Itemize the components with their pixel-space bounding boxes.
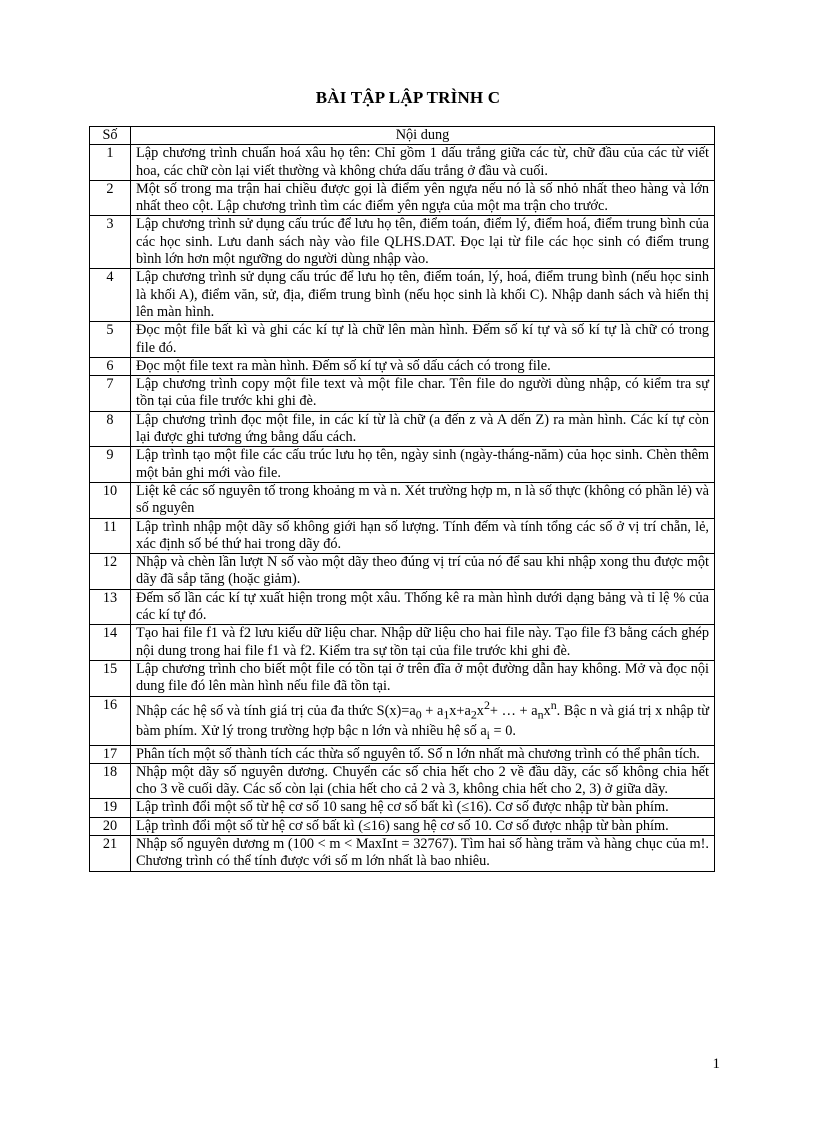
row-number: 21 bbox=[90, 836, 131, 872]
row-number: 19 bbox=[90, 799, 131, 817]
table-header-row bbox=[90, 127, 715, 145]
row-content: Lập chương trình chuẩn hoá xâu họ tên: Chỉ gồm 1 dấu trắng giữa các từ, chữ đầu của các từ viết hoa, các chữ còn lại viết thường và không chứa dấu trắng ở đầu và cuối. bbox=[131, 145, 715, 181]
row-content: Lập trình đổi một số từ hệ cơ số bất kì (≤16) sang hệ cơ số 10. Cơ số được nhập từ bàn phím. bbox=[131, 817, 715, 835]
table-row bbox=[90, 660, 715, 696]
row-content: Tạo hai file f1 và f2 lưu kiểu dữ liệu char. Nhập dữ liệu cho hai file này. Tạo file f3 bằng cách ghép nội dung trong hai file f1 và f2. Kiểm tra sự tồn tại của file trước khi ghi đè. bbox=[131, 625, 715, 661]
row-number: 14 bbox=[90, 625, 131, 661]
row-content: Lập chương trình đọc một file, in các kí từ là chữ (a đến z và A dến Z) ra màn hình. Các kí tự còn lại được ghi tương ứng bằng dấu cách. bbox=[131, 411, 715, 447]
table-row bbox=[90, 554, 715, 590]
row-number: 12 bbox=[90, 554, 131, 590]
row-content: Liệt kê các số nguyên tố trong khoảng m và n. Xét trường hợp m, n là số thực (không có phần lẻ) và số nguyên bbox=[131, 482, 715, 518]
row-number: 7 bbox=[90, 376, 131, 412]
table-row bbox=[90, 763, 715, 799]
row-number: 2 bbox=[90, 180, 131, 216]
row-number: 17 bbox=[90, 745, 131, 763]
row-number: 9 bbox=[90, 447, 131, 483]
row-number: 20 bbox=[90, 817, 131, 835]
row-content: Lập trình đổi một số từ hệ cơ số 10 sang hệ cơ số bất kì (≤16). Cơ số được nhập từ bàn phím. bbox=[131, 799, 715, 817]
page-title: BÀI TẬP LẬP TRÌNH C bbox=[315, 88, 501, 107]
row-content: Lập chương trình cho biết một file có tồn tại ở trên đĩa ở một đường dẫn hay không. Mở và đọc nội dung file đó lên màn hình nếu file đã tồn tại. bbox=[131, 660, 715, 696]
table-row bbox=[90, 745, 715, 763]
row-number: 13 bbox=[90, 589, 131, 625]
row-number: 18 bbox=[90, 763, 131, 799]
row-number: 8 bbox=[90, 411, 131, 447]
table-row bbox=[90, 589, 715, 625]
page-number: 1 bbox=[712, 1056, 720, 1072]
row-content: Nhập số nguyên dương m (100 < m < MaxInt = 32767). Tìm hai số hàng trăm và hàng chục của m!. Chương trình có thể tính được với số m lớn nhất là bao nhiêu. bbox=[131, 836, 715, 872]
row-number: 10 bbox=[90, 482, 131, 518]
table-row bbox=[90, 696, 715, 745]
table-row bbox=[90, 482, 715, 518]
row-number: 11 bbox=[90, 518, 131, 554]
table-row bbox=[90, 180, 715, 216]
row-number: 3 bbox=[90, 216, 131, 269]
row-content: Lập trình tạo một file các cấu trúc lưu họ tên, ngày sinh (ngày-tháng-năm) của học sinh. Chèn thêm một bản ghi mới vào file. bbox=[131, 447, 715, 483]
table-body bbox=[90, 145, 715, 871]
table-row bbox=[90, 518, 715, 554]
table-row bbox=[90, 799, 715, 817]
table-row bbox=[90, 216, 715, 269]
exercise-table bbox=[89, 126, 715, 872]
row-number: 4 bbox=[90, 269, 131, 322]
row-number: 6 bbox=[90, 357, 131, 375]
row-content: Lập chương trình sử dụng cấu trúc để lưu họ tên, điểm toán, điểm lý, điểm hoá, điểm trung bình của các học sinh. Lưu danh sách này vào file QLHS.DAT. Đọc lại từ file các học sinh có điểm trung bình lớn hơn một ngưỡng do người dùng nhập vào. bbox=[131, 216, 715, 269]
row-content: Nhập một dãy số nguyên dương. Chuyển các số chia hết cho 2 về đầu dãy, các số không chia hết cho 3 về cuối dãy. Các số còn lại (chia hết cho cả 2 và 3, không chia hết cho 2, 3) ở giữa dãy. bbox=[131, 763, 715, 799]
header-number: Số bbox=[90, 127, 131, 145]
table-row bbox=[90, 447, 715, 483]
table-row bbox=[90, 625, 715, 661]
row-number: 1 bbox=[90, 145, 131, 181]
row-content: Đọc một file text ra màn hình. Đếm số kí tự và số dấu cách có trong file. bbox=[131, 357, 715, 375]
row-content: Lập trình nhập một dãy số không giới hạn số lượng. Tính đếm và tính tổng các số ở vị trí chẵn, lẻ, xác định số bé thứ hai trong dãy đó. bbox=[131, 518, 715, 554]
row-content: Một số trong ma trận hai chiều được gọi là điểm yên ngựa nếu nó là số nhỏ nhất theo hàng và lớn nhất theo cột. Lập chương trình tìm các điểm yên ngựa của một ma trận cho trước. bbox=[131, 180, 715, 216]
table-row bbox=[90, 322, 715, 358]
header-content: Nội dung bbox=[131, 127, 715, 145]
row-content: Lập chương trình copy một file text và một file char. Tên file do người dùng nhập, có kiểm tra sự tồn tại của file trước khi ghi đè. bbox=[131, 376, 715, 412]
table-row bbox=[90, 817, 715, 835]
table-row bbox=[90, 376, 715, 412]
table-row bbox=[90, 357, 715, 375]
row-number: 5 bbox=[90, 322, 131, 358]
table-row bbox=[90, 836, 715, 872]
row-content: Lập chương trình sử dụng cấu trúc để lưu họ tên, điểm toán, lý, hoá, điểm trung bình (nếu học sinh là khối A), điểm văn, sử, địa, điểm trung bình (nếu học sinh là khối C). Nhập danh sách và hiển thị lên màn hình. bbox=[131, 269, 715, 322]
row-number: 16 bbox=[90, 696, 131, 745]
row-content: Nhập các hệ số và tính giá trị của đa thức $S(x)=a_0 + a_1x+a_2x^2+$ … + $a_nx^n$. Bậc n và giá trị x nhập từ bàm phím. Xử lý trong trường hợp bậc n lớn và nhiều hệ số $a_i = 0$. bbox=[131, 696, 715, 745]
row-content: Nhập và chèn lần lượt N số vào một dãy theo đúng vị trí của nó để sau khi nhập xong thu được một dãy đã sắp tăng (hoặc giảm). bbox=[131, 554, 715, 590]
row-content: Phân tích một số thành tích các thừa số nguyên tố. Số n lớn nhất mà chương trình có thể phân tích. bbox=[131, 745, 715, 763]
table-row bbox=[90, 269, 715, 322]
row-content: Đọc một file bất kì và ghi các kí tự là chữ lên màn hình. Đếm số kí tự và số kí tự là chữ có trong file đó. bbox=[131, 322, 715, 358]
row-content: Đếm số lần các kí tự xuất hiện trong một xâu. Thống kê ra màn hình dưới dạng bảng và tỉ lệ % của các kí tự đó. bbox=[131, 589, 715, 625]
table-row bbox=[90, 411, 715, 447]
table-row bbox=[90, 145, 715, 181]
row-number: 15 bbox=[90, 660, 131, 696]
